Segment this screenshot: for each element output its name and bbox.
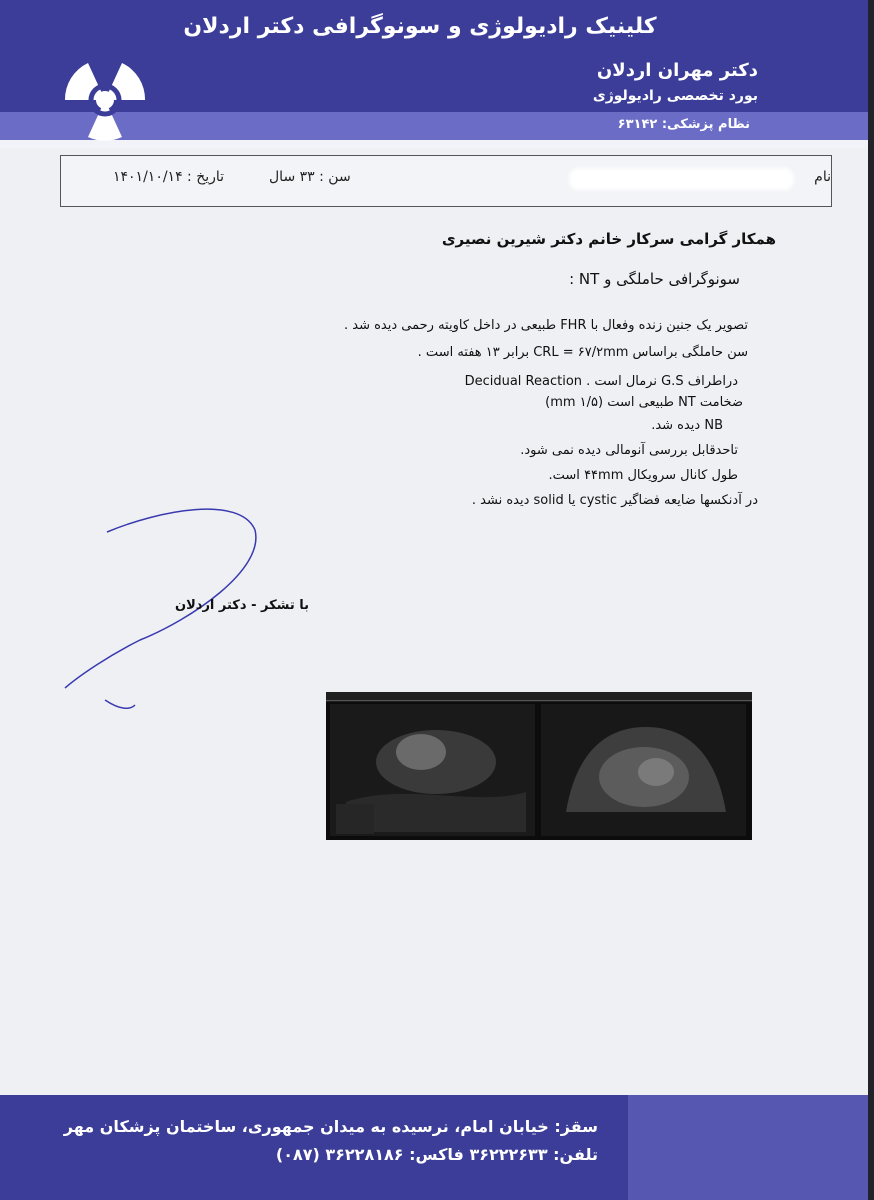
finding-item: NB دیده شد. [651, 418, 723, 433]
closing-text: با تشکر - دکتر اردلان [175, 598, 310, 613]
finding-item: تاحدقابل بررسی آنومالی دیده نمی شود. [520, 443, 738, 458]
medical-code: نظام پزشکی: ۶۳۱۴۲ [617, 117, 750, 132]
finding-item: ضخامت NT طبیعی است (۱/۵ mm) [545, 395, 743, 410]
doctor-specialty: بورد تخصصی رادیولوژی [592, 88, 758, 104]
finding-item: در آدنکسها ضایعه فضاگیر cystic یا solid دیده نشد . [471, 493, 758, 508]
clinic-phone: تلفن: ۳۶۲۲۲۶۳۳ فاکس: ۳۶۲۲۸۱۸۶ (۰۸۷) [275, 1145, 598, 1164]
finding-item: دراطراف G.S نرمال است . Decidual Reaction [464, 374, 738, 389]
addressee: همکار گرامی سرکار خانم دکتر شیرین نصیری [441, 230, 776, 248]
footer-accent [628, 1095, 868, 1200]
clinic-title: کلینیک رادیولوژی و سونوگرافی دکتر اردلان [183, 14, 657, 39]
clinic-address: سقز: خیابان امام، نرسیده به میدان جمهوری، ساختمان پزشکان مهر [63, 1117, 598, 1136]
report-date: تاریخ : ۱۴۰۱/۱۰/۱۴ [113, 169, 225, 185]
patient-name-label: نام [814, 169, 831, 185]
doctor-name: دکتر مهران اردلان [596, 60, 758, 81]
ultrasound-image [326, 692, 752, 840]
footer [0, 1095, 868, 1200]
findings-list [148, 318, 758, 508]
finding-item: طول کانال سرویکال ۴۴mm است. [548, 468, 738, 483]
patient-age: سن : ۳۳ سال [269, 169, 351, 185]
radiation-icon [60, 55, 150, 145]
background-edge [868, 0, 874, 1200]
finding-item: تصویر یک جنین زنده وفعال با FHR طبیعی در داخل کاویته رحمی دیده شد . [343, 318, 748, 333]
patient-info-box [60, 155, 832, 207]
finding-item: سن حاملگی براساس CRL = ۶۷/۲mm برابر ۱۳ هفته است . [417, 345, 748, 360]
redacted-name [569, 168, 794, 190]
report-subject: سونوگرافی حاملگی و NT : [569, 270, 740, 288]
